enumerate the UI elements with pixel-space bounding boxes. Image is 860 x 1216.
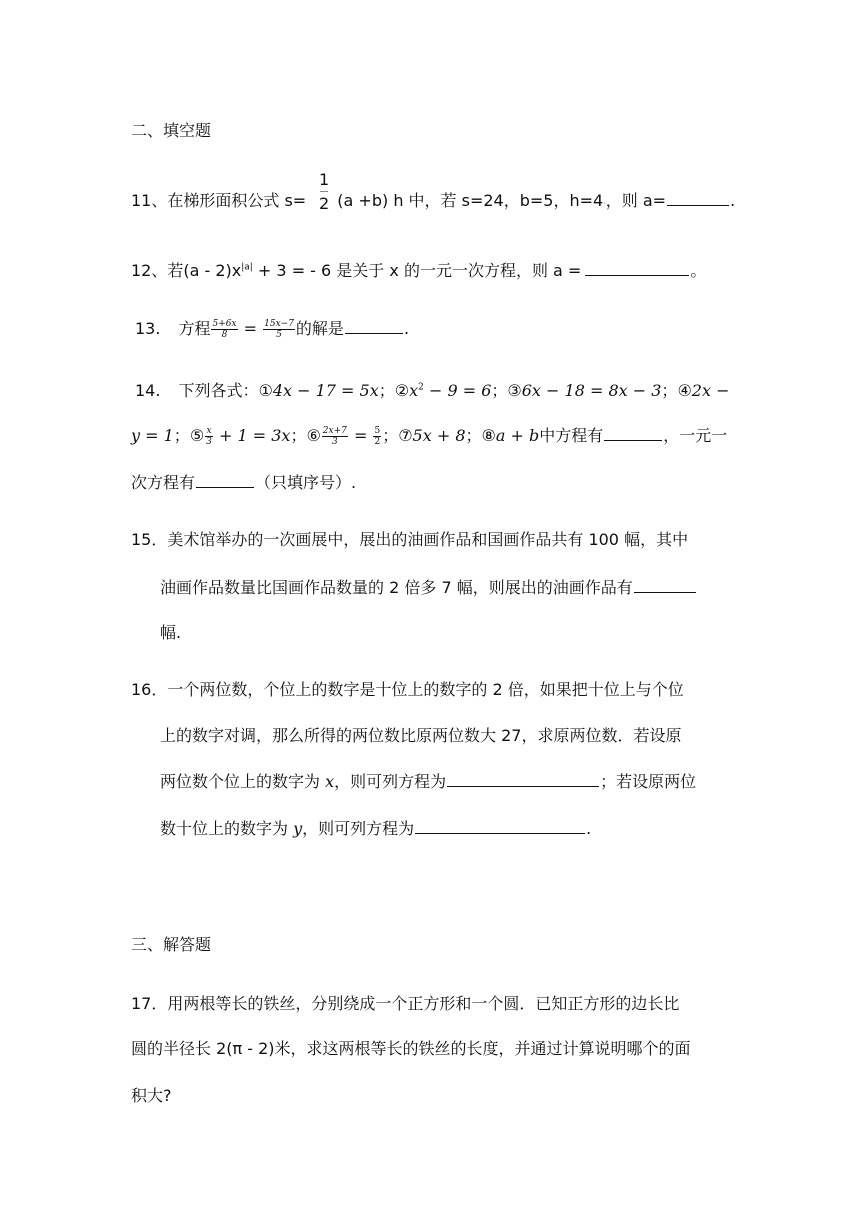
- q12-suffix: + 3 = - 6 是关于 x 的一元一次方程，则 a =: [252, 261, 582, 280]
- q14-item-4-expr: 2x −: [691, 381, 730, 400]
- question-17-line-3: 积大?: [131, 1086, 172, 1105]
- q11-end: .: [730, 191, 736, 210]
- q11-mark: ·: [603, 199, 606, 208]
- q11-fraction-numerator: 1: [319, 170, 330, 189]
- q13-left-numerator: 5+6x: [212, 319, 237, 329]
- q14-sep-2: ；: [491, 381, 508, 400]
- q14-item-6-right-numerator: 5: [374, 426, 381, 436]
- q11-prefix: 11、在梯形面积公式 s=: [131, 191, 307, 210]
- question-12: [131, 258, 706, 281]
- q13-lead: 方程: [178, 319, 211, 338]
- q14-equations-blank[interactable]: [604, 439, 662, 441]
- q11-suffix: (a +b) h 中，若 s=24，b=5，h=4: [332, 191, 604, 210]
- q11-fraction: [319, 170, 329, 213]
- q13-equals: =: [238, 319, 263, 338]
- q16-line4-a: 数十位上的数字为: [160, 819, 294, 838]
- q14-item-2-exp: 2: [418, 382, 424, 393]
- q13-number: 13.: [135, 319, 161, 338]
- q14-item-5-rest: + 1 = 3x: [213, 426, 291, 445]
- q14-item-3-expr: 6x − 18 = 8x − 3: [521, 381, 662, 400]
- q13-left-denominator: 8: [221, 330, 228, 340]
- question-17-line-2: 圆的半径长 2(π - 2)米，求这两根等长的铁丝的长度，并通过计算说明哪个的面: [131, 1039, 691, 1058]
- q13-left-fraction: [211, 319, 237, 340]
- section-title-fill-in: 二、填空题: [131, 121, 212, 140]
- q12-prefix: 12、若(a - 2)x: [131, 261, 242, 280]
- q14-tail: 中方程有: [539, 426, 604, 445]
- q14-line3-lead: 次方程有: [131, 473, 196, 492]
- q13-end: .: [403, 319, 410, 338]
- q14-item-5-numerator: x: [206, 426, 212, 436]
- q14-tail-2: ，一元一: [663, 426, 728, 445]
- q13-right-fraction: [263, 319, 295, 340]
- question-17-line-1: 17．用两根等长的铁丝，分别绕成一个正方形和一个圆．已知正方形的边长比: [131, 994, 680, 1013]
- q14-item-2-marker: ②: [394, 381, 410, 400]
- q14-item-4-expr-cont: y = 1: [131, 426, 174, 445]
- q14-line3-tail: （只填序号）.: [255, 473, 357, 492]
- q11-fraction-denominator: 2: [319, 194, 330, 213]
- q12-answer-blank[interactable]: [585, 274, 689, 276]
- question-15-line-1: 15．美术馆举办的一次画展中，展出的油画作品和国画作品共有 100 幅，其中: [131, 530, 689, 549]
- q14-item-6-numerator: 2x+7: [322, 426, 347, 436]
- question-14-line-1: [135, 378, 729, 401]
- question-16-line-2: 上的数字对调，那么所得的两位数比原两位数大 27，求原两位数．若设原: [160, 726, 682, 745]
- q13-answer-blank[interactable]: [345, 332, 403, 334]
- q11-tail: ，则 a=: [605, 191, 667, 210]
- question-11: [131, 188, 735, 211]
- question-14-line-3: [131, 470, 356, 493]
- q16-equation-y-blank[interactable]: [415, 832, 585, 834]
- q14-sep-5: ；: [290, 426, 307, 445]
- q14-number: 14.: [135, 381, 161, 400]
- q14-item-8-marker: ⑧: [481, 426, 496, 445]
- question-16-line-3: [160, 769, 696, 792]
- q13-right-denominator: 5: [276, 330, 282, 340]
- question-13: [135, 316, 409, 340]
- q14-item-1-expr: 4x − 17 = 5x: [272, 381, 379, 400]
- q14-sep-6: ；: [382, 426, 399, 445]
- q14-sep-7: ；: [465, 426, 482, 445]
- question-15-line-2: [160, 575, 697, 598]
- q16-line3-a: 两位数个位上的数字为: [160, 772, 326, 791]
- q14-item-6-marker: ⑥: [306, 426, 321, 445]
- q13-tail: 的解是: [295, 319, 344, 338]
- q12-exponent: |a|: [241, 262, 253, 273]
- question-16-line-1: 16．一个两位数，个位上的数字是十位上的数字的 2 倍，如果把十位上与个位: [131, 680, 684, 699]
- q14-item-7-marker: ⑦: [398, 426, 413, 445]
- q15-line2-text: 油画作品数量比国画作品数量的 2 倍多 7 幅，则展出的油画作品有: [160, 578, 633, 597]
- q14-item-6-equals: =: [348, 426, 373, 445]
- q16-line3-b: ，则可列方程为: [334, 772, 447, 791]
- q14-sep-3: ；: [661, 381, 678, 400]
- q14-item-4-marker: ④: [677, 381, 692, 400]
- q14-item-6-denominator: 3: [331, 437, 338, 447]
- q16-line3-c: ；若设原两位: [600, 772, 697, 791]
- q14-lead: 下列各式：: [178, 381, 259, 400]
- q14-sep-1: ；: [378, 381, 395, 400]
- q11-answer-blank[interactable]: [667, 204, 729, 206]
- q15-answer-blank[interactable]: [634, 591, 696, 593]
- question-16-line-4: [160, 816, 591, 839]
- q14-item-6-right-denominator: 2: [374, 437, 381, 447]
- q14-item-2-rest: − 9 = 6: [423, 381, 492, 400]
- q14-item-5-fraction: [205, 426, 213, 447]
- q14-item-7-expr: 5x + 8: [412, 426, 466, 445]
- q14-item-6-right-fraction: [373, 426, 381, 447]
- q14-item-5-denominator: 3: [206, 437, 212, 447]
- question-14-line-2: [131, 423, 727, 447]
- q13-right-numerator: 15x−7: [264, 319, 294, 329]
- q14-item-5-marker: ⑤: [189, 426, 205, 445]
- q16-equation-x-blank[interactable]: [447, 785, 599, 787]
- q12-end: 。: [690, 261, 707, 280]
- q16-var-x: x: [325, 772, 335, 791]
- q14-item-1-marker: ①: [258, 381, 273, 400]
- q16-line4-b: ，则可列方程为: [302, 819, 415, 838]
- question-15-line-3: 幅.: [160, 623, 182, 642]
- q14-item-8-expr: a + b: [495, 426, 540, 445]
- q14-item-6-left-fraction: [322, 426, 348, 447]
- q14-sep-4: ；: [173, 426, 190, 445]
- q14-linear-blank[interactable]: [196, 486, 254, 488]
- q16-line4-end: .: [586, 819, 592, 838]
- q11-fraction-bar: [320, 191, 328, 192]
- q16-var-y: y: [293, 819, 303, 838]
- section-title-answer: 三、解答题: [131, 935, 212, 954]
- q14-item-3-marker: ③: [507, 381, 522, 400]
- q14-item-2-var: x: [409, 381, 419, 400]
